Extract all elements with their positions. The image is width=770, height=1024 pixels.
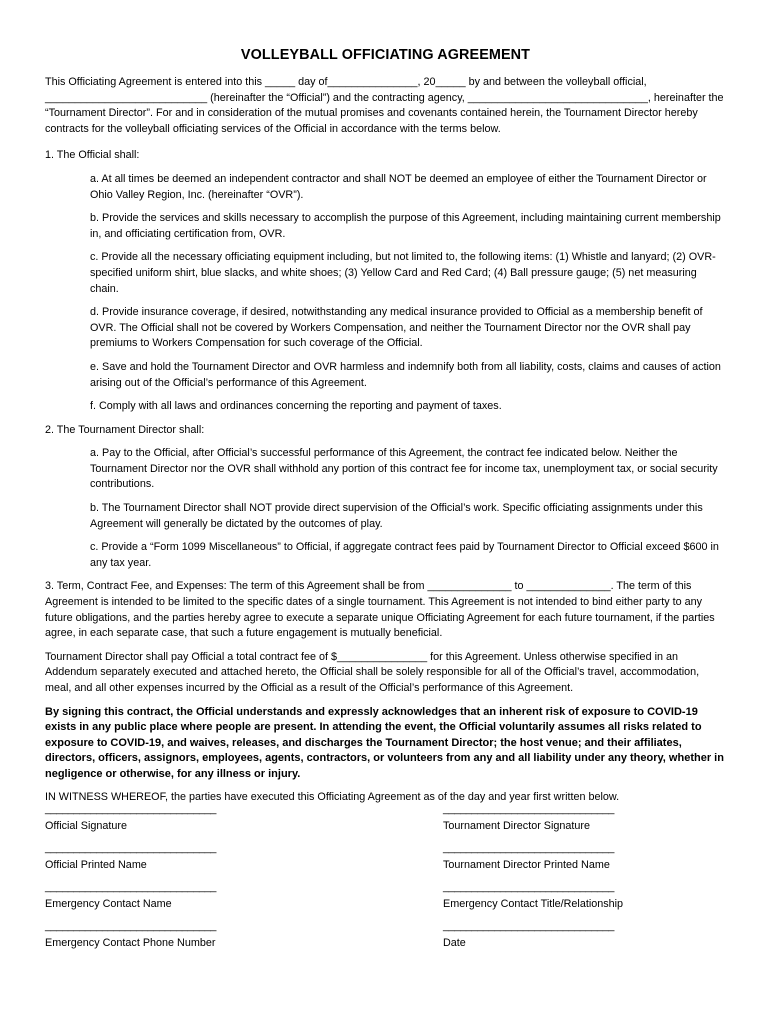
emergency-contact-phone-field[interactable] [45, 920, 255, 959]
section-1-item-b: b. Provide the services and skills necessary to accomplish the purpose of this Agreement, including maintaining current membership in, and officiating certification from, OVR. [90, 212, 721, 240]
signature-line: ______________________________ [443, 920, 615, 932]
official-signature-field[interactable] [45, 803, 255, 842]
signature-block [45, 803, 726, 959]
signature-line: ______________________________ [45, 920, 217, 932]
signature-label: Emergency Contact Phone Number [45, 937, 216, 949]
document-title: VOLLEYBALL OFFICIATING AGREEMENT [240, 47, 531, 63]
tournament-director-printed-name-field[interactable] [443, 842, 726, 881]
signature-line: ______________________________ [45, 881, 217, 893]
signature-line: ______________________________ [443, 803, 615, 815]
section-1-item-e: e. Save and hold the Tournament Director and OVR harmless and indemnify both from all liability, costs, claims and causes of action arising out of the Official’s performance of this Agreement. [90, 360, 721, 389]
signature-row [45, 881, 726, 920]
signature-row [45, 803, 726, 842]
signature-label: Tournament Director Signature [443, 820, 591, 832]
official-printed-name-field[interactable] [45, 842, 255, 881]
signature-label: Date [443, 937, 466, 949]
signature-row [45, 920, 726, 959]
signature-row [45, 842, 726, 881]
signature-label: Emergency Contact Name [45, 898, 172, 910]
section-2-item-c: c. Provide a “Form 1099 Miscellaneous” to Official, if aggregate contract fees paid by Tournament Director to Official exceed $600 in any tax year. [90, 541, 719, 569]
section-2-item-b: b. The Tournament Director shall NOT provide direct supervision of the Official’s work. Specific officiating assignments under this Agreement will generally be dictated by the outcomes of play. [90, 502, 703, 530]
section-1-item-d: d. Provide insurance coverage, if desired, notwithstanding any medical insurance provided to Official as a membership benefit of OVR. The Official shall not be covered by Workers Compensation, and neither the Tournament Director nor the OVR shall pay premiums to Workers Compensation for such coverage of the Official. [90, 306, 703, 350]
signature-label: Official Signature [45, 820, 128, 832]
intro-paragraph: This Officiating Agreement is entered into this _____ day of_______________, 20_____ by and between the volleyball official, ___________________________ (hereinafter the “Official”) and the contracting agency, ______________________________, hereinafter the “Tournament Director”. For and in consideration of the mutual promises and covenants contained herein, the Tournament Director hereby contracts for the volleyball officiating services of the Official in accordance with the terms below. [45, 76, 724, 135]
tournament-director-signature-field[interactable] [443, 803, 726, 842]
contract-fee-paragraph: Tournament Director shall pay Official a total contract fee of $_______________ for this Agreement. Unless otherwise specified in an Addendum separately executed and attached hereto, the Official shall be solely responsible for all of the Official’s travel, accommodation, meal, and all other expenses incurred by the Official as a result of the Official’s performance of this Agreement. [45, 650, 700, 694]
covid-waiver-paragraph: By signing this contract, the Official understands and expressly acknowledges that an inherent risk of exposure to COVID-19 exists in any public place where people are present. In attending the event, the Official voluntarily assumes all risks related to exposure to COVID-19, and waives, releases, and discharges the Tournament Director; the host venue; and their affiliates, directors, officers, assignors, employees, agents, contractors, or volunteers from any and all liability under any theory, whether in negligence or otherwise, for any illness or injury. [45, 705, 724, 780]
signature-line: ______________________________ [443, 881, 615, 893]
section-2-heading: 2. The Tournament Director shall: [45, 423, 205, 436]
signature-label: Emergency Contact Title/Relationship [443, 898, 624, 910]
section-1-heading: 1. The Official shall: [45, 149, 140, 162]
section-2-item-a: a. Pay to the Official, after Official’s successful performance of this Agreement, the contract fee indicated below. Neither the Tournament Director nor the OVR shall withhold any portion of this contract fee for income tax, unemployment tax, or social security contributions. [90, 447, 718, 491]
section-1-item-f: f. Comply with all laws and ordinances concerning the reporting and payment of taxes. [90, 400, 502, 413]
signature-line: ______________________________ [45, 803, 217, 815]
emergency-contact-name-field[interactable] [45, 881, 255, 920]
emergency-contact-relationship-field[interactable] [443, 881, 726, 920]
signature-label: Tournament Director Printed Name [443, 859, 610, 871]
date-field[interactable] [443, 920, 726, 959]
witness-statement: IN WITNESS WHEREOF, the parties have executed this Officiating Agreement as of the day and year first written below. [45, 791, 620, 804]
section-1-item-c: c. Provide all the necessary officiating equipment including, but not limited to, the following items: (1) Whistle and lanyard; (2) OVR-specified uniform shirt, blue slacks, and white shoes; (3) Yellow Card and Red Card; (4) Ball pressure gauge; (5) net measuring chain. [90, 251, 716, 295]
section-1-item-a: a. At all times be deemed an independent contractor and shall NOT be deemed an employee of either the Tournament Director or Ohio Valley Region, Inc. (hereinafter “OVR”). [90, 172, 707, 201]
signature-line: ______________________________ [45, 842, 217, 854]
section-3-term-paragraph: 3. Term, Contract Fee, and Expenses: The term of this Agreement shall be from ______________ to ______________. The term of this Agreement is intended to be limited to the specific dates of a single tournament. This Agreement is not intended to bind either party to any future obligations, and the parties hereby agree to execute a separate unique Officiating Agreement for each future tournament, if the parties agree, in each separate case, that such a future engagement is mutually beneficial. [45, 580, 715, 640]
signature-line: ______________________________ [443, 842, 615, 854]
signature-label: Official Printed Name [45, 859, 147, 871]
